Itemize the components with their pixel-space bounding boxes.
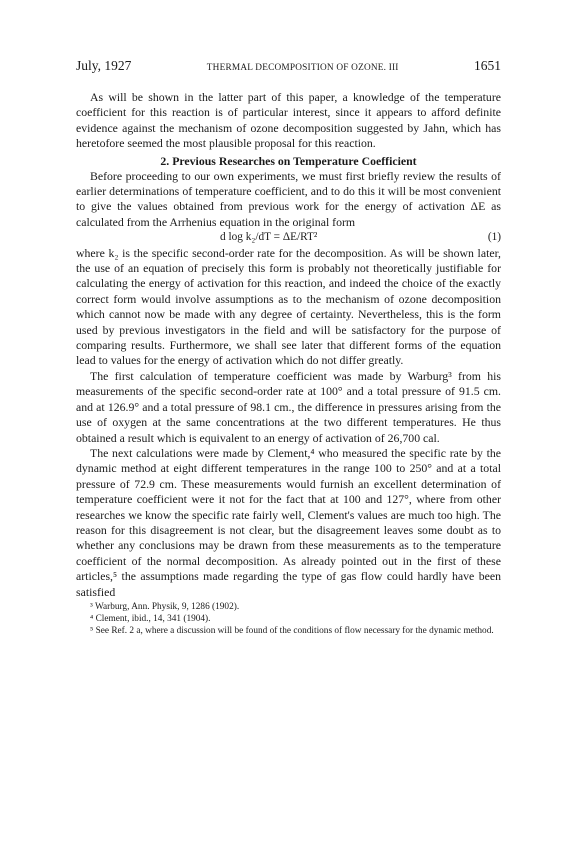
journal-page <box>76 58 501 638</box>
equation-text: d log k₂/dT = ΔE/RT² <box>220 231 318 244</box>
footnotes <box>76 601 501 638</box>
equation-arrhenius <box>76 230 501 245</box>
paragraph-previous-work: Before proceeding to our own experiments, we must first briefly review the results of earlier determinations of temperature coefficient, and to do this it will be most convenient to give the values obtained from previous work for the energy of activation ΔE as calculated from the Arrhenius equation in the original form <box>76 168 501 229</box>
footnote-3: ³ Warburg, Ann. Physik, 9, 1286 (1902). <box>90 601 240 612</box>
section-heading: 2. Previous Researches on Temperature Coefficient <box>160 153 417 168</box>
paragraph-intro: As will be shown in the latter part of this paper, a knowledge of the temperature coefficient for this reaction is of particular interest, since it appears to afford definite evidence against the mechanism of ozone decomposition suggested by Jahn, which has heretofore seemed the most plausible proposal for this reaction. <box>76 90 501 151</box>
header-date: July, 1927 <box>76 58 132 73</box>
header-running-title: THERMAL DECOMPOSITION OF OZONE. III <box>206 63 399 73</box>
paragraph-warburg: The first calculation of temperature coefficient was made by Warburg³ from his measurements of the specific second-order rate at 100° and a total pressure of 91.5 cm. and at 126.9° and a total pressure of 98.1 cm., the difference in pressures arising from the use of oxygen at the same concentrations at the two different temperatures. He thus obtained a result which is equivalent to an energy of activation of 26,700 cal. <box>76 368 501 445</box>
running-header <box>76 58 501 76</box>
footnote-5: ⁵ See Ref. 2 a, where a discussion will be found of the conditions of flow necessary for the dynamic method. <box>90 626 494 637</box>
paragraph-k2-definition: where k₂ is the specific second-order rate for the decomposition. As will be shown later, the use of an equation of precisely this form is probably not theoretically justifiable for calculating the energy of activation for this reaction, and indeed the choice of the exactly correct form would involve assumptions as to the mechanism of ozone decomposition which cannot now be made with any degree of certainty. Nevertheless, this is the form used by previous investigators in the field and will be satisfactory for the purpose of comparing results. Furthermore, we shall see later that different forms of the equation lead to values for the energy of activation which do not differ greatly. <box>76 245 501 368</box>
footnote-4: ⁴ Clement, ibid., 14, 341 (1904). <box>90 614 211 625</box>
paragraph-clement: The next calculations were made by Clement,⁴ who measured the specific rate by the dynamic method at eight different temperatures in the range 100 to 250° and at a total pressure of 72.9 cm. These measurements would furnish an excellent determination of temperature coefficient were it not for the fact that at 100 and 127°, where from other researches we know the specific rate fairly well, Clement's values are much too high. The reason for this disagreement is not clear, but the disagreement leaves some doubt as to whether any conclusions may be drawn from these measurements as to the temperature coefficient of the normal decomposition. As already pointed out in the first of these articles,⁵ the assumptions made regarding the type of gas flow could hardly have been satisfied <box>76 445 501 599</box>
equation-number: (1) <box>487 231 501 244</box>
header-page-number: 1651 <box>473 58 501 73</box>
